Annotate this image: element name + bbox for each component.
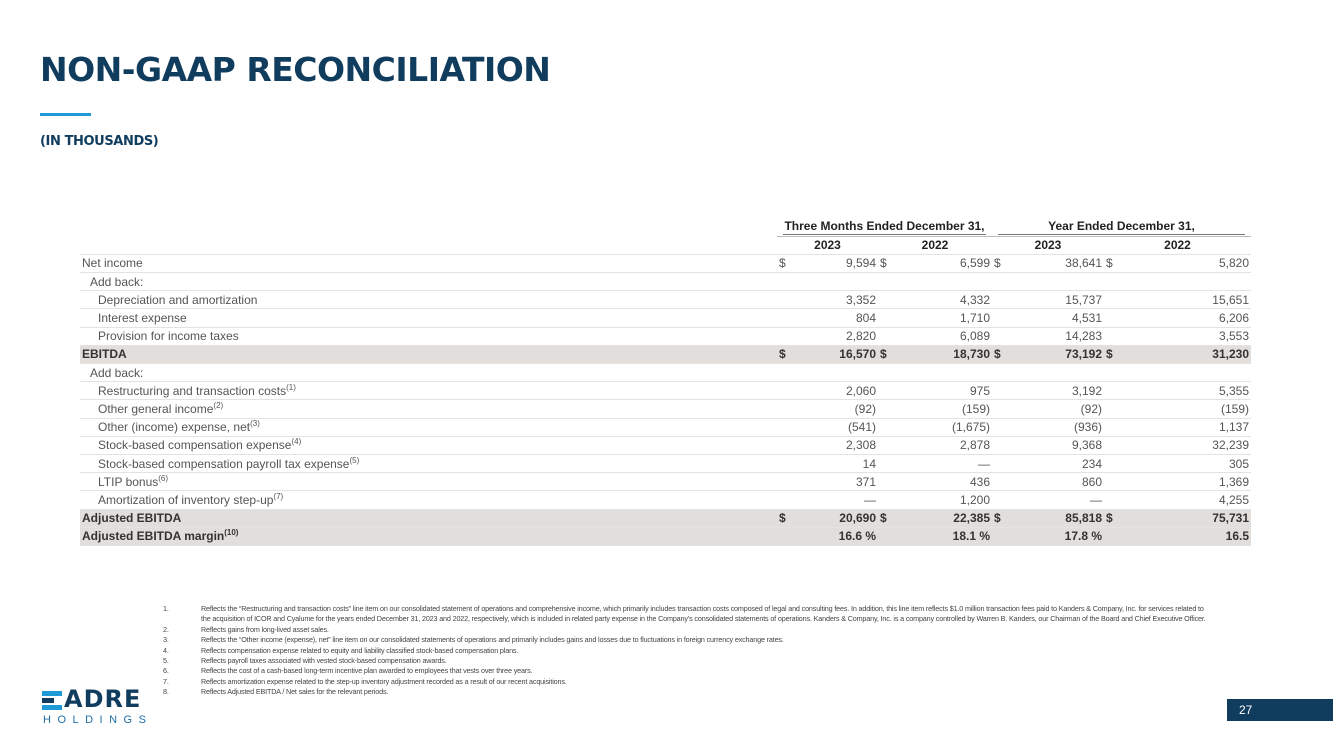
currency-symbol: $ xyxy=(1104,254,1124,272)
table-row-interest-expense xyxy=(80,309,1251,327)
value-cell: 4,255 xyxy=(1124,491,1251,509)
company-logo xyxy=(42,685,153,726)
row-label: Other (income) expense, net$^{(3)}$ xyxy=(80,418,777,436)
footnote-ref: (4) xyxy=(291,437,302,447)
table-row-add-back xyxy=(80,364,1251,382)
value-cell: (1,675) xyxy=(898,418,992,436)
currency-symbol: $ xyxy=(878,345,898,363)
footnote-item: 5. Reflects payroll taxes associated with vested stock-based compensation awards. xyxy=(163,656,447,666)
value-cell: (92) xyxy=(1012,400,1104,418)
table-row-other-income-expense xyxy=(80,418,1251,436)
period-header-year: Year Ended December 31, xyxy=(992,218,1251,236)
page-number: 27 xyxy=(1227,699,1333,721)
value-cell: 5,820 xyxy=(1124,254,1251,272)
value-cell: 1,710 xyxy=(898,309,992,327)
row-label: Stock-based compensation expense$^{(4)}$ xyxy=(80,436,777,454)
table-row-stock-comp xyxy=(80,436,1251,454)
value-cell: (92) xyxy=(797,400,878,418)
value-cell: 234 xyxy=(1012,454,1104,472)
footnote-ref: (10) xyxy=(224,528,239,538)
row-label: Interest expense xyxy=(80,309,777,327)
value-cell: 85,818 xyxy=(1012,509,1104,527)
year-header-y-2022: 2022 xyxy=(1104,236,1251,254)
row-label: Add back: xyxy=(80,364,777,382)
table-row-ebitda xyxy=(80,345,1251,363)
footnote-item: 2. Reflects gains from long-lived asset sales. xyxy=(163,624,329,634)
table-row-depreciation xyxy=(80,291,1251,309)
currency-symbol: $ xyxy=(878,509,898,527)
value-cell: — xyxy=(898,454,992,472)
table-row-other-general-income xyxy=(80,400,1251,418)
row-label: Other general income$^{(2)}$ xyxy=(80,400,777,418)
value-cell: 18,730 xyxy=(898,345,992,363)
table-row-adjusted-ebitda xyxy=(80,509,1251,527)
row-label: EBITDA xyxy=(80,345,777,363)
year-header-q-2022: 2022 xyxy=(878,236,992,254)
footnote-item: 4. Reflects compensation expense related to equity and liability classified stock-based compensation plans. xyxy=(163,645,519,655)
currency-symbol: $ xyxy=(777,254,797,272)
footnote-ref: (3) xyxy=(250,419,260,429)
value-cell: 32,239 xyxy=(1124,436,1251,454)
table-row-restructuring xyxy=(80,382,1251,400)
row-label: Restructuring and transaction costs$^{(1)}$ xyxy=(80,382,777,400)
value-cell: 2,878 xyxy=(898,436,992,454)
value-cell: 16.5 xyxy=(1124,527,1251,545)
table-row-stock-comp-payroll-tax xyxy=(80,454,1251,472)
value-cell: 3,553 xyxy=(1124,327,1251,345)
value-cell: — xyxy=(1012,491,1104,509)
table-row-ltip-bonus xyxy=(80,473,1251,491)
row-label: LTIP bonus$^{(6)}$ xyxy=(80,473,777,491)
value-cell: 2,060 xyxy=(797,382,878,400)
value-cell: 1,200 xyxy=(898,491,992,509)
value-cell: 18.1 % xyxy=(898,527,992,545)
row-label: Add back: xyxy=(80,273,777,291)
currency-symbol: $ xyxy=(777,509,797,527)
value-cell: 15,737 xyxy=(1012,291,1104,309)
value-cell: 15,651 xyxy=(1124,291,1251,309)
table-row-adjusted-ebitda-margin xyxy=(80,527,1251,545)
footnotes xyxy=(163,604,1213,698)
table-row-net-income xyxy=(80,254,1251,272)
footnote-ref: (6) xyxy=(158,473,169,483)
value-cell: 975 xyxy=(898,382,992,400)
value-cell: 14,283 xyxy=(1012,327,1104,345)
period-header-row xyxy=(80,218,1251,236)
value-cell: 22,385 xyxy=(898,509,992,527)
value-cell: 38,641 xyxy=(1012,254,1104,272)
value-cell: 860 xyxy=(1012,473,1104,491)
row-label: Provision for income taxes xyxy=(80,327,777,345)
value-cell: 2,820 xyxy=(797,327,878,345)
row-label: Stock-based compensation payroll tax expense$^{(5)}$ xyxy=(80,454,777,472)
value-cell: 4,332 xyxy=(898,291,992,309)
value-cell: 31,230 xyxy=(1124,345,1251,363)
value-cell: (159) xyxy=(898,400,992,418)
value-cell: 9,368 xyxy=(1012,436,1104,454)
value-cell: 16,570 xyxy=(797,345,878,363)
year-header-y-2023: 2023 xyxy=(992,236,1104,254)
logo-wordmark: ADRE xyxy=(64,685,142,713)
table-row-inventory-step-up xyxy=(80,491,1251,509)
value-cell: 3,352 xyxy=(797,291,878,309)
value-cell: 75,731 xyxy=(1124,509,1251,527)
value-cell: 4,531 xyxy=(1012,309,1104,327)
value-cell: (541) xyxy=(797,418,878,436)
value-cell: 1,137 xyxy=(1124,418,1251,436)
currency-symbol: $ xyxy=(992,509,1012,527)
value-cell: 436 xyxy=(898,473,992,491)
footnote-ref: (7) xyxy=(273,491,284,501)
value-cell: 73,192 xyxy=(1012,345,1104,363)
title-underline xyxy=(40,113,91,116)
period-header-three-months: Three Months Ended December 31, xyxy=(784,218,985,233)
row-label: Adjusted EBITDA margin$^{(10)}$ xyxy=(80,527,777,545)
currency-symbol: $ xyxy=(992,345,1012,363)
footnote-item: 3. Reflects the “Other income (expense), net” line item on our consolidated statements of operations and primarily includes gains and losses due to fluctuations in foreign currency exchange rates. xyxy=(163,635,784,645)
value-cell: 6,206 xyxy=(1124,309,1251,327)
footnote-item: 6. Reflects the cost of a cash-based long-term incentive plan awarded to employees that vests over three years. xyxy=(163,666,533,676)
value-cell: 20,690 xyxy=(797,509,878,527)
footnote-item: 7. Reflects amortization expense related to the step-up inventory adjustment recorded as a result of our recent acquisitions. xyxy=(163,676,567,686)
value-cell: 5,355 xyxy=(1124,382,1251,400)
value-cell: 16.6 % xyxy=(797,527,878,545)
currency-symbol: $ xyxy=(992,254,1012,272)
value-cell: 305 xyxy=(1124,454,1251,472)
currency-symbol: $ xyxy=(1104,345,1124,363)
currency-symbol: $ xyxy=(878,254,898,272)
year-header-row xyxy=(80,236,1251,254)
reconciliation-table xyxy=(80,218,1251,546)
logo-subtext: HOLDINGS xyxy=(43,714,153,726)
row-label: Amortization of inventory step-$up^{(7)}$ xyxy=(80,491,777,509)
year-header-q-2023: 2023 xyxy=(777,236,878,254)
row-label: Net income xyxy=(80,254,777,272)
value-cell: 6,089 xyxy=(898,327,992,345)
value-cell: (159) xyxy=(1124,400,1251,418)
footnote-ref: (1) xyxy=(286,382,296,392)
value-cell: 3,192 xyxy=(1012,382,1104,400)
table-row-add-back xyxy=(80,273,1251,291)
value-cell: 14 xyxy=(797,454,878,472)
row-label: Adjusted EBITDA xyxy=(80,509,777,527)
footnote-ref: (5) xyxy=(349,455,360,465)
page-subtitle: (IN THOUSANDS) xyxy=(40,134,159,149)
value-cell: 6,599 xyxy=(898,254,992,272)
currency-symbol: $ xyxy=(777,345,797,363)
logo-mark-icon xyxy=(42,691,62,710)
table-row-income-taxes xyxy=(80,327,1251,345)
value-cell: — xyxy=(797,491,878,509)
value-cell: 2,308 xyxy=(797,436,878,454)
value-cell: 9,594 xyxy=(797,254,878,272)
row-label: Depreciation and amortization xyxy=(80,291,777,309)
value-cell: 1,369 xyxy=(1124,473,1251,491)
footnote-ref: (2) xyxy=(213,400,224,410)
value-cell: 804 xyxy=(797,309,878,327)
value-cell: (936) xyxy=(1012,418,1104,436)
footnote-item: 8. Reflects Adjusted EBITDA / Net sales for the relevant periods. xyxy=(163,687,389,697)
value-cell: 17.8 % xyxy=(1012,527,1104,545)
page-title: NON-GAAP RECONCILIATION xyxy=(40,50,551,89)
currency-symbol: $ xyxy=(1104,509,1124,527)
value-cell: 371 xyxy=(797,473,878,491)
footnote-item: 1. Reflects the “Restructuring and transaction costs” line item on our consolidated statement of operations and comprehensive income, which primarily includes transaction costs composed of legal and consulting fees. In addition, this line item reflects $1.0 million transaction fees paid to Kanders & Company, Inc. for services related to the acquisition of ICOR and Cyalume for the years ended December 31, 2023 and 2022, respectively, which is included in related party expense in the Company’s consolidated statements of operations. Kanders & Company, Inc. is a company controlled by Warren B. Kanders, our Chairman of the Board and Chief Executive Officer. xyxy=(163,604,1206,624)
